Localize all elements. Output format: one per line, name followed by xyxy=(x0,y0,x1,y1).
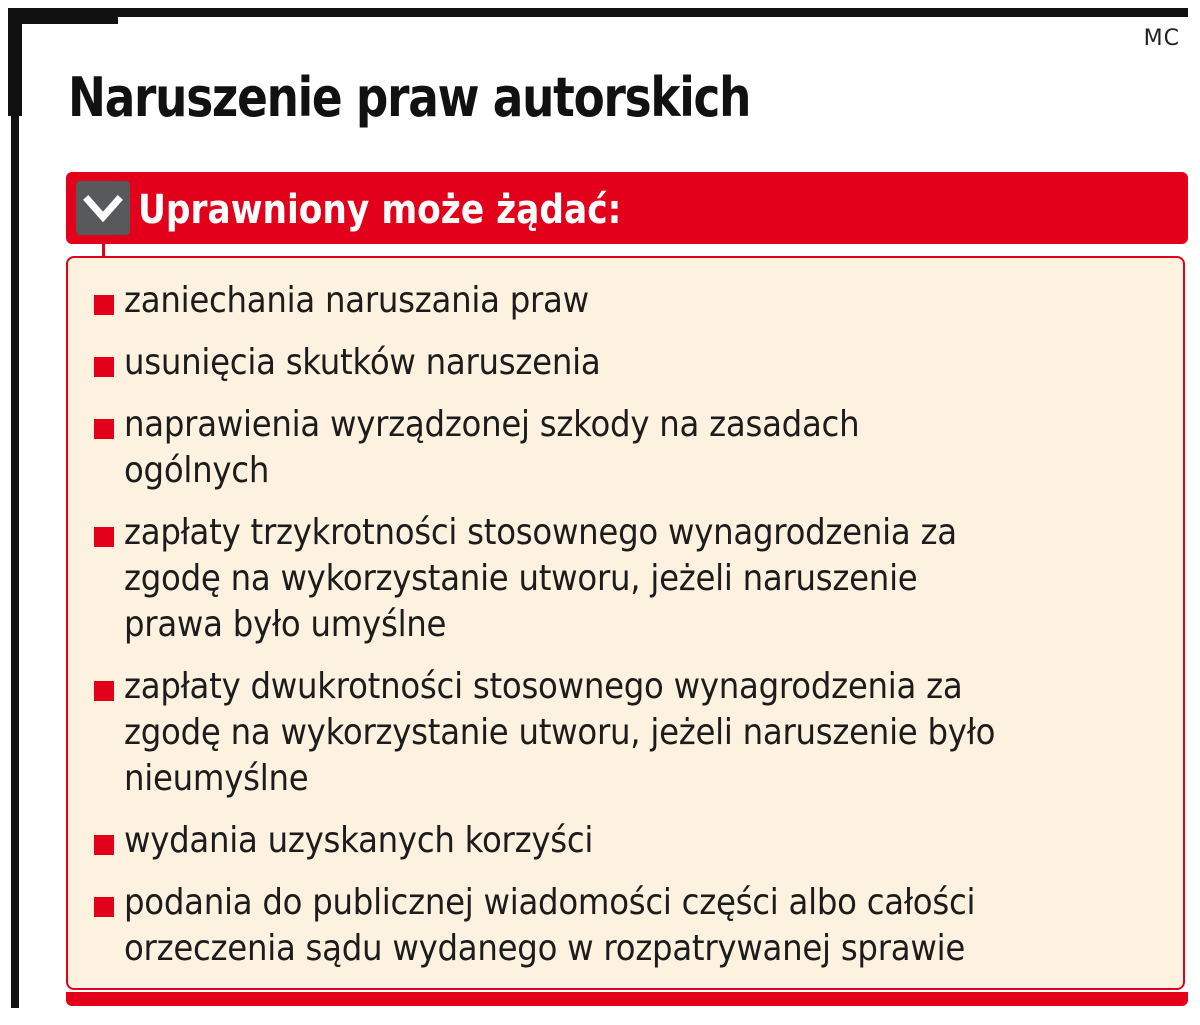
list-item-line: naprawienia wyrządzonej szkody na zasadach xyxy=(124,404,860,445)
list-item xyxy=(92,402,1162,494)
square-bullet-icon xyxy=(94,357,114,377)
square-bullet-icon xyxy=(94,527,114,547)
list-item-line: zapłaty trzykrotności stosownego wynagrodzenia za xyxy=(124,512,957,553)
list-item-text xyxy=(124,340,1159,386)
list-item xyxy=(92,664,1162,802)
list-item xyxy=(92,340,1162,386)
list-item-line: ogólnych xyxy=(124,450,270,491)
list-item-line: usunięcia skutków naruszenia xyxy=(124,342,601,383)
list-item-line: zapłaty dwukrotności stosownego wynagrodzenia za xyxy=(124,666,963,707)
list-item-line: prawa było umyślne xyxy=(124,604,447,645)
list-item-line: orzeczenia sądu wydanego w rozpatrywanej sprawie xyxy=(124,928,965,969)
square-bullet-icon xyxy=(94,835,114,855)
frame-left-line xyxy=(11,8,19,1008)
content-panel-bottom-bar xyxy=(66,992,1188,1006)
list-item-text xyxy=(124,818,1159,864)
page-title: Naruszenie praw autorskich xyxy=(68,66,751,129)
list-item-text xyxy=(124,664,1159,802)
square-bullet-icon xyxy=(94,897,114,917)
list-item-line: zaniechania naruszania praw xyxy=(124,280,589,321)
list-item-line: podania do publicznej wiadomości części albo całości xyxy=(124,882,976,923)
section-header-label: Uprawniony może żądać: xyxy=(138,187,622,233)
frame-top-line xyxy=(8,8,1188,17)
chevron-down-icon xyxy=(76,181,130,235)
square-bullet-icon xyxy=(94,681,114,701)
square-bullet-icon xyxy=(94,419,114,439)
list-item xyxy=(92,278,1162,324)
list-item-text xyxy=(124,880,1159,972)
list-item-text xyxy=(124,278,1159,324)
list-item-line: zgodę na wykorzystanie utworu, jeżeli naruszenie było xyxy=(124,712,996,753)
claims-list xyxy=(92,278,1162,988)
list-item-line: nieumyślne xyxy=(124,758,309,799)
author-credit: MC xyxy=(1143,26,1180,51)
list-item xyxy=(92,510,1162,648)
list-item-text xyxy=(124,402,1159,494)
frame-corner-accent xyxy=(8,8,118,24)
list-item-line: zgodę na wykorzystanie utworu, jeżeli naruszenie xyxy=(124,558,918,599)
square-bullet-icon xyxy=(94,295,114,315)
list-item-line: wydania uzyskanych korzyści xyxy=(124,820,594,861)
list-item xyxy=(92,880,1162,972)
list-item-text xyxy=(124,510,1159,648)
list-item xyxy=(92,818,1162,864)
